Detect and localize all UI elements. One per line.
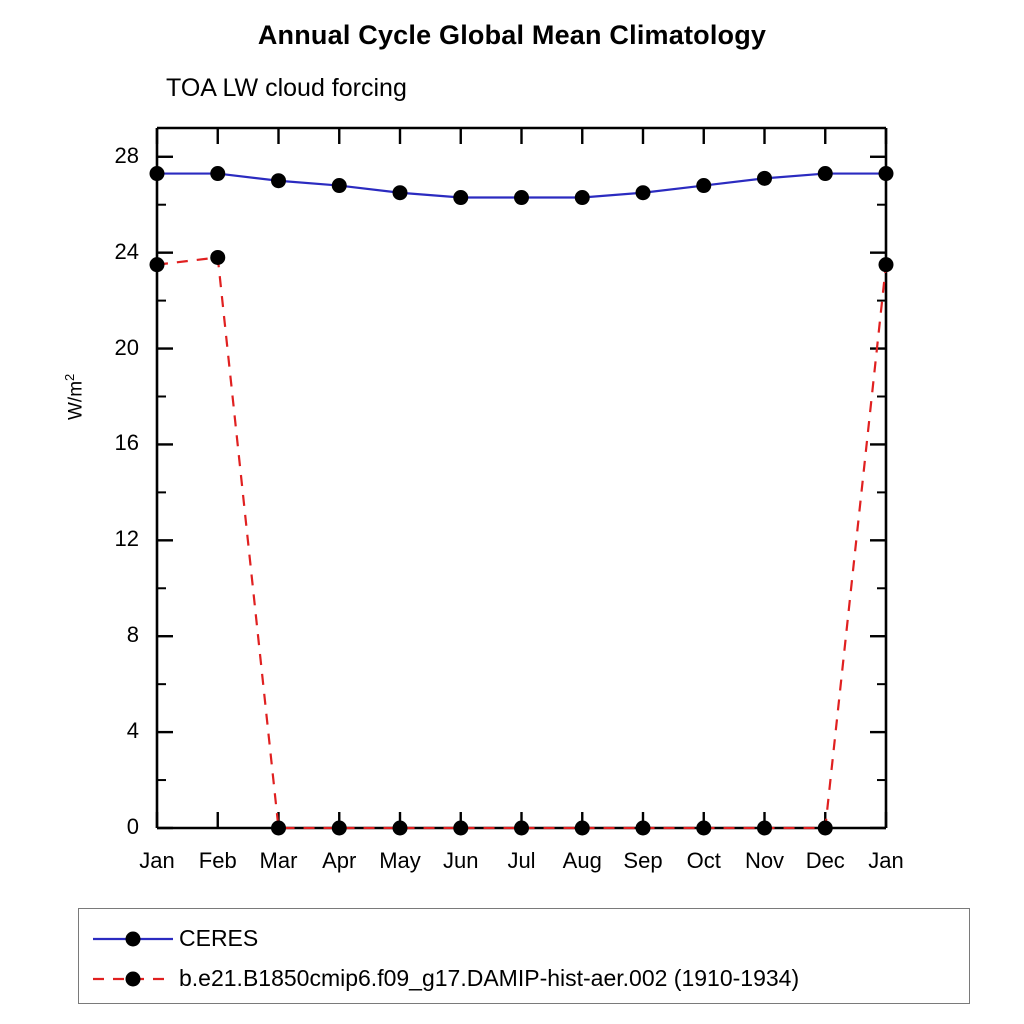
x-axis-tick-label: Dec	[805, 848, 845, 873]
legend-label-0: CERES	[179, 925, 259, 951]
x-axis-tick-label: Oct	[686, 848, 721, 873]
series-marker-1	[818, 821, 833, 836]
y-axis-label-exponent: 2	[62, 373, 77, 381]
x-axis-tick-label: Nov	[744, 848, 785, 873]
series-marker-1	[514, 821, 529, 836]
series-marker-0	[393, 185, 408, 200]
legend	[78, 908, 970, 1004]
series-marker-0	[636, 185, 651, 200]
series-marker-0	[696, 178, 711, 193]
series-marker-1	[210, 250, 225, 265]
series-marker-1	[150, 257, 165, 272]
y-axis-tick-label: 12	[114, 526, 139, 552]
y-axis-tick-label: 8	[126, 622, 139, 648]
series-marker-0	[453, 190, 468, 205]
series-marker-0	[150, 166, 165, 181]
series-marker-0	[271, 173, 286, 188]
series-marker-1	[757, 821, 772, 836]
x-axis-tick-label: May	[379, 848, 421, 873]
legend-marker-0	[126, 932, 141, 947]
series-marker-1	[636, 821, 651, 836]
series-marker-0	[757, 171, 772, 186]
x-axis-tick-label: Apr	[322, 848, 357, 873]
y-axis-label-text: W/m	[65, 380, 87, 420]
x-axis-tick-label: Aug	[562, 848, 602, 873]
series-line-1	[157, 257, 886, 828]
series-marker-0	[818, 166, 833, 181]
legend-label-1: b.e21.B1850cmip6.f09_g17.DAMIP-hist-aer.002 (1910-1934)	[179, 965, 800, 991]
chart-subtitle: TOA LW cloud forcing	[166, 74, 407, 102]
series-marker-0	[332, 178, 347, 193]
x-axis-tick-label: Jun	[443, 848, 479, 873]
chart-title: Annual Cycle Global Mean Climatology	[257, 20, 767, 50]
x-axis-tick-label: Sep	[623, 848, 663, 873]
y-axis-tick-label: 20	[114, 334, 139, 360]
legend-marker-1	[126, 972, 141, 987]
series-marker-1	[575, 821, 590, 836]
series-marker-0	[575, 190, 590, 205]
series-marker-0	[210, 166, 225, 181]
series-marker-0	[879, 166, 894, 181]
series-marker-1	[332, 821, 347, 836]
y-axis-tick-label: 16	[114, 430, 139, 456]
series-marker-1	[696, 821, 711, 836]
y-axis-tick-label: 0	[126, 814, 139, 839]
x-axis-tick-label: Feb	[198, 848, 237, 873]
x-axis-tick-label: Mar	[259, 848, 298, 873]
x-axis-tick-label: Jan	[868, 848, 904, 873]
y-axis-tick-label: 4	[126, 718, 139, 744]
y-axis-tick-label: 28	[114, 142, 139, 168]
y-axis-tick-label: 24	[114, 238, 139, 264]
series-marker-1	[879, 257, 894, 272]
x-axis-tick-label: Jan	[139, 848, 175, 873]
x-axis-tick-label: Jul	[507, 848, 536, 873]
series-marker-1	[271, 821, 286, 836]
series-marker-0	[514, 190, 529, 205]
series-marker-1	[393, 821, 408, 836]
series-marker-1	[453, 821, 468, 836]
